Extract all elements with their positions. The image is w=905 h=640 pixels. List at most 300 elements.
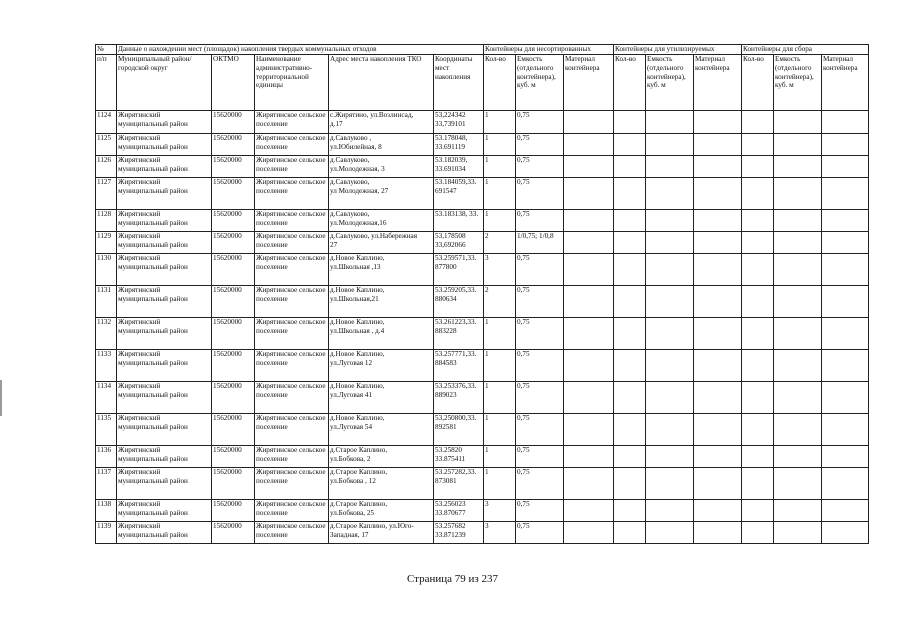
mixed-count-cell [484,134,516,156]
address-line: д.Новое Каплино, [330,254,385,262]
district-cell [117,156,212,178]
row-number [96,210,117,232]
recycle-capacity-cell [646,382,694,414]
mixed-capacity-line: 0,75 [517,254,530,262]
collect-count-cell [742,254,774,286]
collect-count-cell [742,414,774,446]
district-line: Жирятинский муниципальный район [118,446,188,463]
address-cell [329,522,434,544]
mixed-capacity-cell [516,318,564,350]
mixed-count-cell [484,232,516,254]
coordinates-line: 33.691119 [435,142,466,151]
collect-count-cell [742,156,774,178]
admin-unit-line: Жирятинское сельское поселение [256,522,326,539]
collect-count-cell [742,318,774,350]
collect-capacity-cell [774,350,822,382]
mixed-capacity-cell [516,210,564,232]
mixed-material-cell [564,446,614,468]
oktmo-cell [212,350,255,382]
collect-material-cell [822,522,869,544]
address-line: ул.Луговая 12 [330,358,373,367]
recycle-material-cell [694,382,742,414]
mixed-count-line: 1 [485,178,489,186]
header-pp: п/п [96,55,117,111]
collect-material-cell [822,178,869,210]
district-cell [117,254,212,286]
mixed-material-cell [564,134,614,156]
collect-material-cell [822,446,869,468]
coordinates-line: 873081 [435,476,457,485]
table-row [96,111,869,134]
coordinates-line: 53.184059,33. [435,178,477,186]
row-number [96,178,117,210]
mixed-count-cell [484,210,516,232]
mixed-count-line: 1 [485,111,489,119]
mixed-count-line: 1 [485,210,489,218]
recycle-capacity-cell [646,522,694,544]
collect-material-cell [822,286,869,318]
admin-unit-cell [255,350,329,382]
recycle-count-cell [614,178,646,210]
recycle-capacity-cell [646,414,694,446]
district-cell [117,286,212,318]
address-line: ул.Бобкова, 25 [330,508,375,517]
mixed-capacity-cell [516,134,564,156]
coordinates-line: 33.870677 [435,508,466,517]
address-cell [329,414,434,446]
district-cell [117,210,212,232]
recycle-count-cell [614,318,646,350]
admin-unit-line: Жирятинское сельское поселение [256,350,326,367]
district-cell [117,134,212,156]
table-row [96,156,869,178]
mixed-count-cell [484,468,516,500]
district-line: Жирятинский муниципальный район [118,500,188,517]
coordinates-line: 53.178048, [435,134,468,142]
district-line: Жирятинский муниципальный район [118,522,188,539]
collect-count-cell [742,382,774,414]
collect-count-cell [742,178,774,210]
recycle-count-cell [614,414,646,446]
row-number [96,468,117,500]
waste-sites-table [95,44,869,544]
coordinates-line: 53.25820 [435,446,462,454]
row-number-line: 1136 [97,446,112,454]
collect-count-cell [742,522,774,544]
mixed-material-cell [564,156,614,178]
district-line: Жирятинский муниципальный район [118,350,188,367]
district-cell [117,414,212,446]
coordinates-line: 33,739101 [435,119,466,128]
coordinates-line: 53.256023 [435,500,466,508]
coordinates-cell [434,382,484,414]
admin-unit-line: Жирятинское сельское поселение [256,500,326,517]
scan-edge-mark [0,380,2,416]
collect-material-cell [822,500,869,522]
collect-material-cell [822,210,869,232]
oktmo-line: 15620000 [213,156,242,164]
oktmo-line: 15620000 [213,178,242,186]
table-row [96,254,869,286]
mixed-count-cell [484,350,516,382]
table-row [96,232,869,254]
address-cell [329,468,434,500]
recycle-material-cell [694,350,742,382]
header-district: Муниципальный район/городской округ [117,55,212,111]
recycle-capacity-cell [646,500,694,522]
oktmo-cell [212,156,255,178]
mixed-capacity-line: 0,75 [517,134,530,142]
collect-material-cell [822,156,869,178]
address-line: д.17 [330,119,343,128]
row-number [96,254,117,286]
oktmo-line: 15620000 [213,210,242,218]
mixed-count-cell [484,254,516,286]
admin-unit-cell [255,254,329,286]
admin-unit-cell [255,286,329,318]
address-cell [329,500,434,522]
mixed-material-cell [564,350,614,382]
mixed-capacity-line: 0,75 [517,446,530,454]
mixed-material-cell [564,522,614,544]
recycle-capacity-cell [646,446,694,468]
mixed-capacity-cell [516,468,564,500]
address-line: д.Новое Каплино, [330,382,385,390]
district-line: Жирятинский муниципальный район [118,210,188,227]
admin-unit-cell [255,210,329,232]
mixed-material-cell [564,414,614,446]
coordinates-line: 53.257282,33. [435,468,477,476]
address-cell [329,446,434,468]
address-line: д.Новое Каплино, [330,414,385,422]
mixed-count-line: 1 [485,468,489,476]
collect-capacity-cell [774,111,822,134]
recycle-count-cell [614,210,646,232]
admin-unit-line: Жирятинское сельское поселение [256,446,326,463]
address-line: д.Старое Каплино, [330,468,388,476]
coordinates-cell [434,156,484,178]
address-line: ул.Молодежная, 3 [330,164,385,173]
row-number [96,318,117,350]
oktmo-cell [212,134,255,156]
admin-unit-cell [255,446,329,468]
header-row-groups [96,45,869,55]
row-number-line: 1139 [97,522,112,530]
header-address: Адрес места накопления ТКО [329,55,434,111]
oktmo-cell [212,382,255,414]
mixed-capacity-cell [516,414,564,446]
oktmo-line: 15620000 [213,232,242,240]
table-row [96,522,869,544]
row-number-line: 1126 [97,156,112,164]
header-no: № [96,45,117,55]
mixed-capacity-cell [516,286,564,318]
mixed-count-cell [484,522,516,544]
recycle-count-cell [614,522,646,544]
recycle-count-cell [614,254,646,286]
admin-unit-line: Жирятинское сельское поселение [256,178,326,195]
mixed-capacity-line: 0,75 [517,468,530,476]
address-line: 27 [330,240,338,249]
header-group-mixed: Контейнеры для несортированных [484,45,614,55]
row-number [96,134,117,156]
admin-unit-cell [255,468,329,500]
recycle-count-cell [614,500,646,522]
address-line: ул Молодежная, 27 [330,186,389,195]
recycle-material-cell [694,156,742,178]
address-line: д.Савлуково, [330,210,370,218]
mixed-capacity-cell [516,446,564,468]
coordinates-line: 33,692066 [435,240,466,249]
district-line: Жирятинский муниципальный район [118,156,188,173]
coordinates-cell [434,210,484,232]
collect-capacity-cell [774,156,822,178]
district-cell [117,232,212,254]
address-cell [329,178,434,210]
mixed-material-cell [564,382,614,414]
coordinates-cell [434,350,484,382]
oktmo-line: 15620000 [213,254,242,262]
admin-unit-line: Жирятинское сельское поселение [256,232,326,249]
table-row [96,468,869,500]
collect-capacity-cell [774,382,822,414]
mixed-capacity-line: 0,75 [517,156,530,164]
admin-unit-line: Жирятинское сельское поселение [256,468,326,485]
header-collect-material: Материал контейнера [822,55,869,111]
oktmo-line: 15620000 [213,522,242,530]
recycle-material-cell [694,414,742,446]
header-mixed-capacity: Емкость (отдельного контейнера), куб. м [516,55,564,111]
admin-unit-line: Жирятинское сельское поселение [256,111,326,128]
collect-count-cell [742,500,774,522]
oktmo-line: 15620000 [213,111,242,119]
collect-material-cell [822,134,869,156]
recycle-count-cell [614,156,646,178]
oktmo-line: 15620000 [213,500,242,508]
collect-material-cell [822,111,869,134]
coordinates-line: 892581 [435,422,457,431]
mixed-material-cell [564,232,614,254]
address-cell [329,210,434,232]
recycle-count-cell [614,350,646,382]
mixed-capacity-cell [516,522,564,544]
mixed-material-cell [564,500,614,522]
table-row [96,382,869,414]
oktmo-line: 15620000 [213,318,242,326]
address-cell [329,232,434,254]
collect-count-cell [742,446,774,468]
coordinates-line: 884583 [435,358,457,367]
coordinates-cell [434,134,484,156]
collect-capacity-cell [774,254,822,286]
coordinates-cell [434,178,484,210]
address-line: д.Старое Каплино, [330,500,388,508]
recycle-capacity-cell [646,232,694,254]
recycle-capacity-cell [646,111,694,134]
mixed-capacity-cell [516,382,564,414]
row-number-line: 1137 [97,468,112,476]
district-cell [117,350,212,382]
district-cell [117,446,212,468]
row-number-line: 1128 [97,210,112,218]
oktmo-line: 15620000 [213,446,242,454]
mixed-material-cell [564,286,614,318]
oktmo-cell [212,414,255,446]
mixed-capacity-cell [516,500,564,522]
collect-capacity-cell [774,318,822,350]
mixed-count-line: 2 [485,286,489,294]
recycle-material-cell [694,500,742,522]
admin-unit-cell [255,318,329,350]
collect-capacity-cell [774,286,822,318]
mixed-count-cell [484,178,516,210]
mixed-count-cell [484,111,516,134]
row-number-line: 1132 [97,318,112,326]
mixed-capacity-cell [516,178,564,210]
admin-unit-cell [255,500,329,522]
mixed-capacity-line: 0,75 [517,178,530,186]
oktmo-cell [212,178,255,210]
collect-count-cell [742,350,774,382]
oktmo-cell [212,111,255,134]
row-number [96,522,117,544]
mixed-capacity-cell [516,156,564,178]
table-row [96,350,869,382]
mixed-material-cell [564,178,614,210]
collect-count-cell [742,111,774,134]
recycle-capacity-cell [646,254,694,286]
coordinates-cell [434,446,484,468]
mixed-count-line: 3 [485,254,489,262]
address-line: ул.Молодежная,16 [330,218,387,227]
mixed-count-cell [484,500,516,522]
district-line: Жирятинский муниципальный район [118,134,188,151]
oktmo-cell [212,254,255,286]
row-number-line: 1130 [97,254,112,262]
header-collect-capacity: Емкость (отдельного контейнера), куб. м [774,55,822,111]
coordinates-line: 33.691034 [435,164,466,173]
address-cell [329,156,434,178]
table-row [96,286,869,318]
collect-capacity-cell [774,414,822,446]
recycle-count-cell [614,382,646,414]
row-number [96,414,117,446]
coordinates-line: 53,224342 [435,111,466,119]
recycle-capacity-cell [646,134,694,156]
row-number-line: 1129 [97,232,112,240]
table-row [96,178,869,210]
mixed-capacity-line: 0,75 [517,318,530,326]
oktmo-cell [212,468,255,500]
mixed-capacity-line: 0,75 [517,414,530,422]
row-number-line: 1134 [97,382,112,390]
coordinates-line: 53,178508 [435,232,466,240]
mixed-material-cell [564,318,614,350]
mixed-material-cell [564,254,614,286]
address-cell [329,111,434,134]
recycle-capacity-cell [646,318,694,350]
collect-material-cell [822,414,869,446]
coordinates-cell [434,414,484,446]
recycle-capacity-cell [646,286,694,318]
table-row [96,414,869,446]
recycle-capacity-cell [646,178,694,210]
row-number-line: 1131 [97,286,112,294]
mixed-count-line: 1 [485,134,489,142]
coordinates-cell [434,468,484,500]
mixed-count-line: 3 [485,500,489,508]
district-line: Жирятинский муниципальный район [118,286,188,303]
district-line: Жирятинский муниципальный район [118,414,188,431]
address-line: д.Новое Каплино, [330,286,385,294]
oktmo-line: 15620000 [213,468,242,476]
mixed-count-cell [484,414,516,446]
mixed-capacity-line: 0,75 [517,111,530,119]
oktmo-cell [212,318,255,350]
table-row [96,318,869,350]
recycle-capacity-cell [646,468,694,500]
recycle-material-cell [694,254,742,286]
address-line: д.Новое Каплино, [330,318,385,326]
mixed-capacity-line: 1/0,75; 1/0,8 [517,232,554,240]
district-line: Жирятинский муниципальный район [118,178,188,195]
admin-unit-cell [255,178,329,210]
header-group-collect: Контейнеры для сбора [742,45,869,55]
recycle-material-cell [694,210,742,232]
collect-capacity-cell [774,522,822,544]
coordinates-line: 691547 [435,186,457,195]
page-number: Страница 79 из 237 [406,573,499,585]
address-line: д.Савлуково, [330,178,370,186]
address-cell [329,382,434,414]
coordinates-line: 53.259205,33. [435,286,477,294]
district-line: Жирятинский муниципальный район [118,111,188,128]
header-recycle-capacity: Емкость (отдельного контейнера), куб. м [646,55,694,111]
collect-count-cell [742,232,774,254]
row-number [96,382,117,414]
mixed-count-line: 1 [485,382,489,390]
address-line: ул.Бобкова , 12 [330,476,376,485]
mixed-count-line: 1 [485,318,489,326]
coordinates-line: 53.183138, 33. [435,210,479,218]
collect-count-cell [742,134,774,156]
mixed-capacity-line: 0,75 [517,522,530,530]
mixed-capacity-line: 0,75 [517,350,530,358]
mixed-count-line: 1 [485,350,489,358]
collect-capacity-cell [774,178,822,210]
recycle-material-cell [694,446,742,468]
district-line: Жирятинский муниципальный район [118,382,188,399]
address-line: Западная, 17 [330,530,369,539]
coordinates-line: 33.871239 [435,530,466,539]
address-cell [329,350,434,382]
recycle-capacity-cell [646,156,694,178]
district-cell [117,468,212,500]
mixed-count-cell [484,446,516,468]
coordinates-line: 877800 [435,262,457,271]
coordinates-line: 33.875411 [435,454,466,463]
coordinates-line: 889023 [435,390,457,399]
mixed-capacity-line: 0,75 [517,286,530,294]
admin-unit-line: Жирятинское сельское поселение [256,414,326,431]
header-recycle-material: Материал контейнера [694,55,742,111]
oktmo-cell [212,446,255,468]
mixed-capacity-cell [516,350,564,382]
address-line: д.Старое Каплино, ул.Юго- [330,522,414,530]
mixed-material-cell [564,468,614,500]
address-line: д.Новое Каплино, [330,350,385,358]
mixed-count-cell [484,286,516,318]
